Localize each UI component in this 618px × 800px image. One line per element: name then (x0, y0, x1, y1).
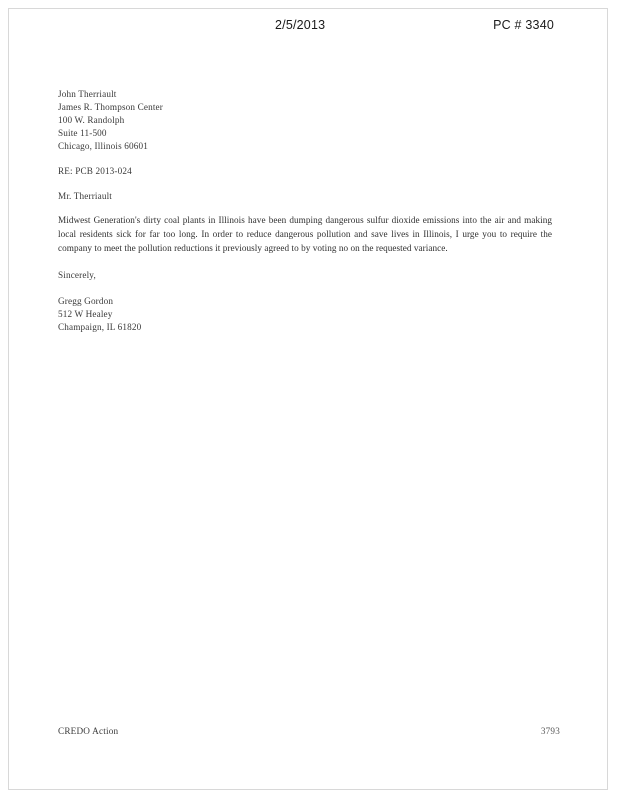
signature-block (58, 295, 558, 334)
closing-line: Sincerely, (58, 269, 96, 280)
spacer-after-salutation (58, 203, 558, 214)
body-paragraph: Midwest Generation's dirty coal plants in Illinois have been dumping dangerous sulfur dioxide emissions into the air and making local residents sick for far too long. In order to reduce dangerous pollution and save lives in Illinois, I urge you to require the company to meet the pollution reductions it previously agreed to by voting no on the requested variance. (58, 215, 552, 254)
sender-city-state-zip: Champaign, IL 61820 (58, 322, 142, 333)
salutation: Mr. Therriault (58, 191, 112, 202)
header-date: 2/5/2013 (275, 18, 326, 32)
footer-source-label: CREDO Action (58, 726, 119, 736)
re-line: RE: PCB 2013-024 (58, 166, 132, 177)
sender-name: Gregg Gordon (58, 295, 114, 306)
header-public-comment-number: PC # 3340 (493, 18, 554, 32)
sender-street: 512 W Healey (58, 308, 113, 319)
spacer-after-address (58, 153, 558, 165)
recipient-org: James R. Thompson Center (58, 102, 163, 113)
recipient-city-state-zip: Chicago, Illinois 60601 (58, 141, 148, 152)
letter-content (58, 88, 558, 334)
spacer-after-body (58, 256, 558, 269)
recipient-address-block (58, 88, 558, 153)
spacer-after-re (58, 178, 558, 190)
recipient-street: 100 W. Randolph (58, 115, 125, 126)
recipient-name: John Therriault (58, 89, 117, 99)
spacer-after-closing (58, 282, 558, 295)
footer-page-number: 3793 (540, 726, 560, 736)
document-header (60, 18, 560, 32)
recipient-suite: Suite 11-500 (58, 128, 107, 139)
